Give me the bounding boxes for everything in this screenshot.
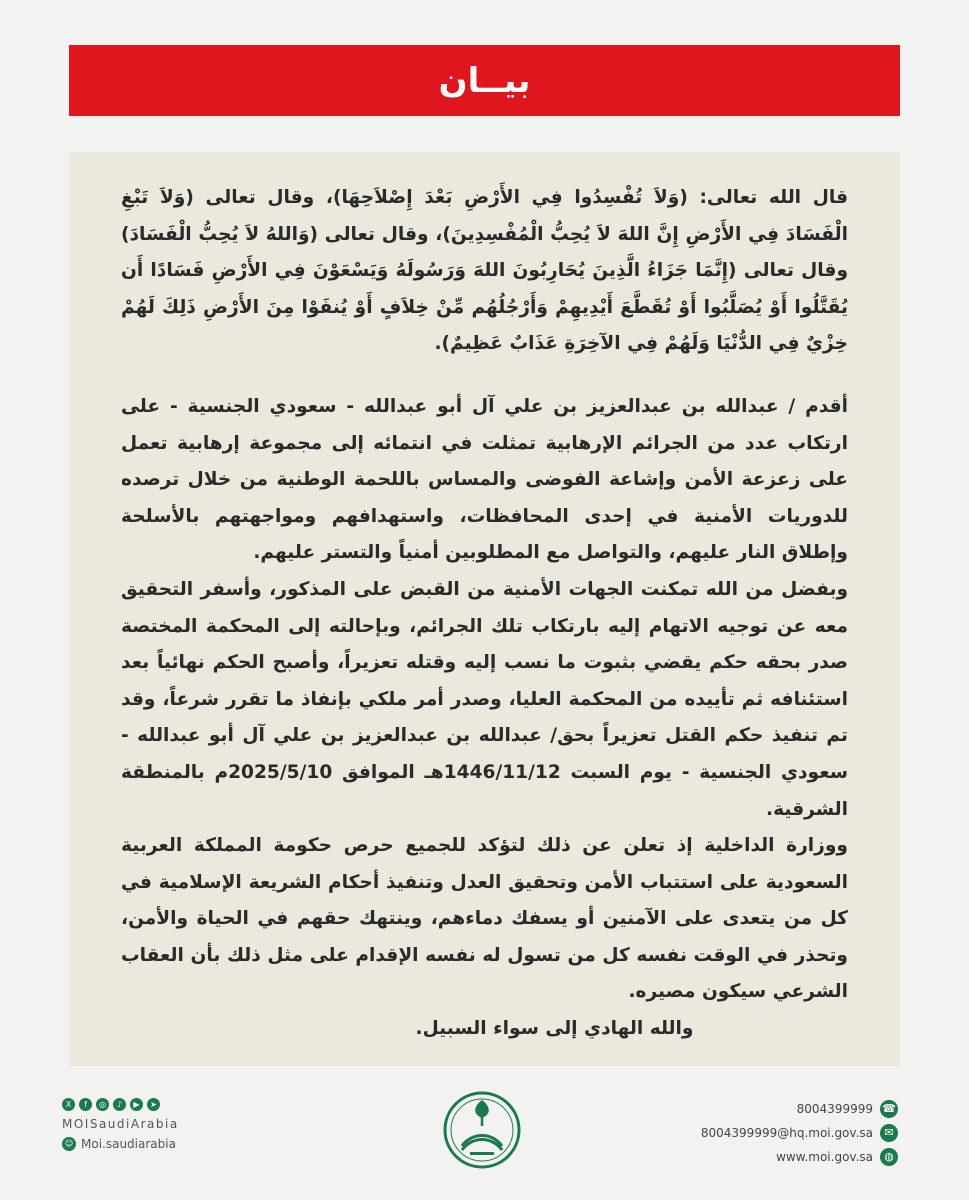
phone-row[interactable]: [678, 1099, 898, 1119]
social-icons: [62, 1098, 202, 1111]
telegram-icon[interactable]: ➤: [147, 1098, 160, 1111]
globe-icon: ◍: [880, 1148, 898, 1166]
social-handle[interactable]: MOISaudiArabia: [62, 1117, 179, 1131]
paragraph-2: وبفضل من الله تمكنت الجهات الأمنية من القبض على المذكور، وأسفر التحقيق معه عن توجيه الاتهام إليه بارتكاب تلك الجرائم، وبإحالته إلى المحكمة المختصة صدر بحقه حكم يقضي بثبوت ما نسب إليه وقتله تعزيراً، وأصبح الحكم نهائياً بعد استئنافه ثم تأييده من المحكمة العليا، وصدر أمر ملكي بإنفاذ ما تقرر شرعاً، وقد تم تنفيذ حكم القتل تعزيراً بحق/ عبدالله بن عبدالعزيز بن علي آل أبو عبدالله - سعودي الجنسية - يوم السبت 1446/11/12هـ الموافق 2025/5/10م بالمنطقة الشرقية.: [121, 578, 848, 820]
x-icon[interactable]: X: [62, 1098, 75, 1111]
closing-line: والله الهادي إلى سواء السبيل.: [415, 1018, 694, 1040]
social-footer: [62, 1098, 202, 1151]
youtube-icon[interactable]: ▶: [130, 1098, 143, 1111]
email-address: 8004399999@hq.moi.gov.sa: [700, 1126, 873, 1140]
snapchat-row[interactable]: [62, 1137, 202, 1151]
statement-panel: [69, 152, 900, 1066]
contact-footer: [678, 1099, 898, 1171]
instagram-icon[interactable]: ◎: [96, 1098, 109, 1111]
email-row[interactable]: [678, 1123, 898, 1143]
snapchat-icon: ☺: [62, 1137, 76, 1151]
paragraph-1: أقدم / عبدالله بن عبدالعزيز بن علي آل أبو عبدالله - سعودي الجنسية - على ارتكاب عدد من الجرائم الإرهابية تمثلت في انتمائه إلى مجموعة إرهابية تعمل على زعزعة الأمن وإشاعة الفوضى والمساس باللحمة الوطنية من خلال ترصده للدوريات الأمنية في إحدى المحافظات، واستهدافهم ومواجهتهم بالأسلحة وإطلاق النار عليهم، والتواصل مع المطلوبين أمنياً والتستر عليهم.: [121, 395, 848, 564]
snapchat-handle: Moi.saudiarabia: [81, 1137, 176, 1151]
website-row[interactable]: [678, 1147, 898, 1167]
quran-paragraph: قال الله تعالى: (وَلاَ تُفْسِدُوا فِي الأَرْضِ بَعْدَ إِصْلاَحِهَا)، وقال تعالى (وَلاَ تَبْغِ الْفَسَادَ فِي الأَرْضِ إِنَّ اللهَ لاَ يُحِبُّ الْمُفْسِدِينَ)، وقال تعالى (وَاللهُ لاَ يُحِبُّ الْفَسَادَ) وقال تعالى (إِنَّمَا جَزَاءُ الَّذِينَ يُحَارِبُونَ اللهَ وَرَسُولَهُ وَيَسْعَوْنَ فِي الأَرْضِ فَسَادًا أَن يُقَتَّلُوا أَوْ يُصَلَّبُوا أَوْ تُقَطَّعَ أَيْدِيهِمْ وَأَرْجُلُهُم مِّنْ خِلاَفٍ أَوْ يُنفَوْا مِنَ الأَرْضِ ذَلِكَ لَهُمْ خِزْيٌ فِي الدُّنْيَا وَلَهُمْ فِي الآخِرَةِ عَذَابٌ عَظِيمٌ).: [121, 187, 848, 355]
phone-number: 8004399999: [796, 1102, 873, 1116]
paragraph-3: ووزارة الداخلية إذ تعلن عن ذلك لتؤكد للجميع حرص حكومة المملكة العربية السعودية على استتباب الأمن وتحقيق العدل وتنفيذ أحكام الشريعة الإسلامية في كل من يتعدى على الآمنين أو يسفك دماءهم، وينتهك حقهم في الحياة والأمن، وتحذر في الوقت نفسه كل من تسول له نفسه الإقدام على مثل ذلك بأن العقاب الشرعي سيكون مصيره.: [121, 835, 848, 1003]
page-title: بيــان: [438, 60, 531, 101]
phone-icon: ☎: [880, 1100, 898, 1118]
tiktok-icon[interactable]: ♪: [113, 1098, 126, 1111]
title-banner: [69, 45, 900, 116]
email-icon: ✉: [880, 1124, 898, 1142]
saudi-emblem-icon: [440, 1090, 524, 1170]
website-url: www.moi.gov.sa: [776, 1150, 873, 1164]
facebook-icon[interactable]: f: [79, 1098, 92, 1111]
